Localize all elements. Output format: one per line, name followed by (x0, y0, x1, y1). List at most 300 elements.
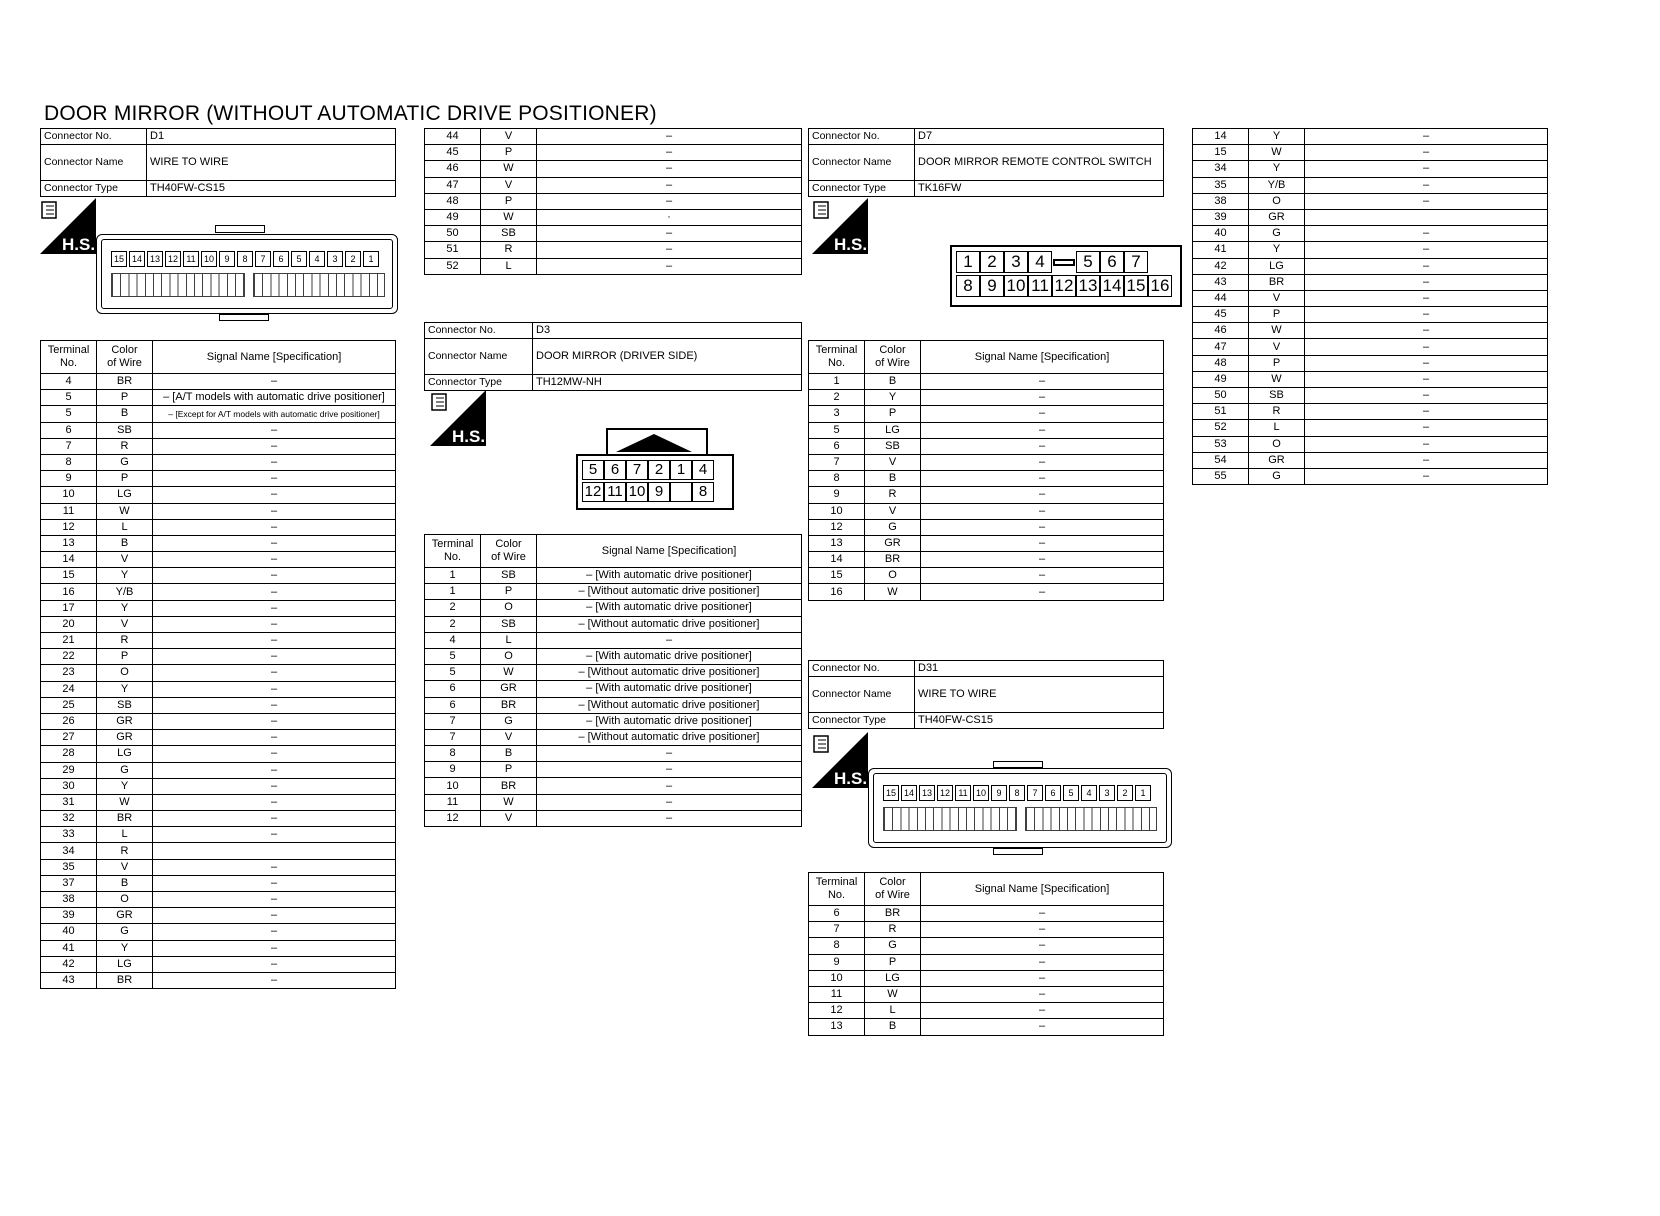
signal-name-cell: – (153, 892, 396, 908)
signal-name-cell: – (153, 487, 396, 503)
connector-name-value: WIRE TO WIRE (147, 145, 396, 181)
table-row (41, 762, 396, 778)
signal-name-cell: – (921, 471, 1164, 487)
table-row (425, 258, 802, 274)
signal-name-cell: – (537, 810, 802, 826)
d31-terminal-table (808, 872, 1164, 1036)
signal-name-cell: – (1305, 388, 1548, 404)
signal-name-cell: – (153, 859, 396, 875)
signal-name-cell: – (537, 177, 802, 193)
connector-pin: 6 (604, 460, 626, 480)
wire-color-cell: BR (1249, 274, 1305, 290)
signal-name-cell: – (153, 778, 396, 794)
connector-pin: 14 (1100, 275, 1124, 297)
connector-no-value: D7 (915, 129, 1164, 145)
wire-color-cell: P (97, 649, 153, 665)
connector-pin: 1 (956, 251, 980, 273)
terminal-no-cell: 9 (425, 762, 481, 778)
signal-name-cell: – (153, 584, 396, 600)
signal-header: Signal Name [Specification] (153, 341, 396, 374)
signal-name-cell: – [With automatic drive positioner] (537, 681, 802, 697)
table-row (41, 843, 396, 859)
signal-name-cell: – (1305, 452, 1548, 468)
wire-color-cell: B (97, 406, 153, 422)
signal-name-cell: – [A/T models with automatic drive positioner] (153, 390, 396, 406)
terminal-no-cell: 5 (425, 648, 481, 664)
terminal-no-cell: 1 (425, 568, 481, 584)
table-row (809, 584, 1164, 600)
wire-color-cell: SB (865, 438, 921, 454)
wire-color-cell: BR (97, 374, 153, 390)
signal-name-cell: – (153, 422, 396, 438)
connector-pin (1052, 251, 1076, 273)
table-row (1193, 226, 1548, 242)
wire-color-cell: B (481, 746, 537, 762)
wire-color-cell: GR (97, 730, 153, 746)
connector-pin: 4 (309, 251, 325, 267)
signal-name-cell: – (1305, 420, 1548, 436)
table-row (41, 940, 396, 956)
connector-pin: 1 (670, 460, 692, 480)
terminal-header: Terminal No. (41, 341, 97, 374)
table-row (41, 892, 396, 908)
table-row (425, 209, 802, 225)
signal-name-cell: – (153, 746, 396, 762)
terminal-no-cell: 8 (41, 454, 97, 470)
signal-name-cell: – (153, 600, 396, 616)
signal-name-cell: – (921, 954, 1164, 970)
table-row (41, 568, 396, 584)
terminal-no-cell: 12 (425, 810, 481, 826)
wire-color-cell: O (1249, 436, 1305, 452)
table-row (1193, 452, 1548, 468)
signal-name-cell: – [Without automatic drive positioner] (537, 729, 802, 745)
connector-name-value: DOOR MIRROR (DRIVER SIDE) (533, 339, 802, 375)
table-row (41, 471, 396, 487)
wire-color-cell: SB (481, 616, 537, 632)
table-row (425, 145, 802, 161)
signal-name-cell: – (1305, 177, 1548, 193)
signal-name-cell: – (921, 454, 1164, 470)
table-row (1193, 193, 1548, 209)
signal-name-cell: – (153, 794, 396, 810)
table-row (41, 746, 396, 762)
table-row (41, 972, 396, 988)
terminal-header: Terminal No. (809, 873, 865, 906)
d3-terminal-table (424, 534, 802, 827)
connector-no-value: D3 (533, 323, 802, 339)
color-header: Color of Wire (481, 535, 537, 568)
connector-pin: 16 (1148, 275, 1172, 297)
wire-color-cell: B (97, 535, 153, 551)
terminal-no-cell: 2 (425, 600, 481, 616)
connector-pin: 12 (1052, 275, 1076, 297)
terminal-no-cell: 15 (1193, 145, 1249, 161)
wire-color-cell: P (481, 145, 537, 161)
table-row (809, 374, 1164, 390)
connector-type-value: TK16FW (915, 181, 1164, 197)
d31-connector-header (808, 660, 1164, 729)
wire-color-cell: O (865, 568, 921, 584)
signal-name-cell: – [With automatic drive positioner] (537, 600, 802, 616)
wire-color-cell: O (97, 665, 153, 681)
terminal-no-cell: 8 (809, 471, 865, 487)
wire-color-cell: V (1249, 339, 1305, 355)
table-row (41, 390, 396, 406)
signal-name-cell: – (153, 535, 396, 551)
signal-name-cell: – (921, 406, 1164, 422)
wire-color-cell: R (481, 242, 537, 258)
table-row (1193, 307, 1548, 323)
connector-pin: 2 (648, 460, 670, 480)
signal-name-cell: – (537, 193, 802, 209)
wire-color-cell: LG (97, 956, 153, 972)
wire-color-cell: Y (97, 600, 153, 616)
wire-color-cell: Y (97, 681, 153, 697)
terminal-no-cell: 8 (809, 938, 865, 954)
table-row (1193, 371, 1548, 387)
table-row (425, 584, 802, 600)
terminal-no-cell: 5 (41, 406, 97, 422)
wire-color-cell: W (481, 665, 537, 681)
table-row (809, 568, 1164, 584)
terminal-no-cell: 16 (41, 584, 97, 600)
terminal-no-cell: 42 (41, 956, 97, 972)
table-row (809, 454, 1164, 470)
d31-connector-face (868, 768, 1172, 848)
wire-color-cell: Y (1249, 242, 1305, 258)
table-row (41, 908, 396, 924)
terminal-no-cell: 47 (1193, 339, 1249, 355)
connector-pin: 4 (1028, 251, 1052, 273)
terminal-no-cell: 45 (425, 145, 481, 161)
signal-name-cell: – (153, 616, 396, 632)
signal-name-cell: – (153, 454, 396, 470)
signal-name-cell: – (1305, 404, 1548, 420)
wire-color-cell: GR (1249, 452, 1305, 468)
signal-name-cell: – (153, 956, 396, 972)
connector-name-label: Connector Name (41, 145, 147, 181)
d1-terminal-table-continued (424, 128, 802, 275)
terminal-no-cell: 3 (809, 406, 865, 422)
terminal-no-cell: 6 (425, 697, 481, 713)
signal-name-cell: – (153, 438, 396, 454)
connector-pin: 2 (1117, 785, 1133, 801)
wire-color-cell: R (97, 633, 153, 649)
table-row (41, 956, 396, 972)
wire-color-cell: SB (1249, 388, 1305, 404)
terminal-no-cell: 13 (809, 535, 865, 551)
terminal-no-cell: 46 (425, 161, 481, 177)
table-row (809, 503, 1164, 519)
connector-pin: 12 (937, 785, 953, 801)
signal-name-cell (1305, 209, 1548, 225)
connector-pin: 9 (980, 275, 1004, 297)
terminal-no-cell: 9 (809, 487, 865, 503)
wire-color-cell: P (865, 406, 921, 422)
signal-name-cell: – (921, 390, 1164, 406)
terminal-no-cell: 38 (41, 892, 97, 908)
connector-pin: 14 (901, 785, 917, 801)
terminal-no-cell: 16 (809, 584, 865, 600)
table-row (425, 632, 802, 648)
signal-name-cell: – (537, 762, 802, 778)
signal-name-cell: – (1305, 290, 1548, 306)
wire-color-cell: B (865, 1019, 921, 1035)
color-header: Color of Wire (865, 873, 921, 906)
signal-name-cell: – (921, 519, 1164, 535)
hs-label: H.S. (834, 769, 868, 788)
signal-name-cell: – (537, 226, 802, 242)
connector-pin: 8 (956, 275, 980, 297)
connector-pin: 9 (219, 251, 235, 267)
wire-color-cell: R (865, 922, 921, 938)
signal-name-cell: – (537, 129, 802, 145)
terminal-no-cell: 1 (425, 584, 481, 600)
table-row (809, 406, 1164, 422)
wire-color-cell: Y (97, 778, 153, 794)
terminal-header: Terminal No. (809, 341, 865, 374)
terminal-no-cell: 17 (41, 600, 97, 616)
connector-pin: 11 (183, 251, 199, 267)
table-row (425, 648, 802, 664)
hs-connector-icon (40, 198, 96, 254)
connector-pin: 4 (1081, 785, 1097, 801)
table-row (41, 827, 396, 843)
signal-name-cell: – (153, 811, 396, 827)
d7-connector-header (808, 128, 1164, 197)
connector-pin: 15 (1124, 275, 1148, 297)
wire-color-cell: P (481, 193, 537, 209)
wire-color-cell: L (1249, 420, 1305, 436)
terminal-no-cell: 42 (1193, 258, 1249, 274)
terminal-no-cell: 2 (425, 616, 481, 632)
signal-name-cell: – (537, 145, 802, 161)
wire-color-cell: O (97, 892, 153, 908)
table-row (41, 859, 396, 875)
connector-pin: 13 (147, 251, 163, 267)
signal-name-cell: – (153, 940, 396, 956)
terminal-no-cell: 31 (41, 794, 97, 810)
terminal-no-cell: 7 (809, 454, 865, 470)
signal-name-cell: – (1305, 436, 1548, 452)
wire-color-cell: V (481, 729, 537, 745)
terminal-no-cell: 13 (41, 535, 97, 551)
wire-color-cell: W (1249, 371, 1305, 387)
wire-color-cell: BR (481, 697, 537, 713)
table-row (1193, 209, 1548, 225)
terminal-no-cell: 35 (1193, 177, 1249, 193)
terminal-no-cell: 26 (41, 713, 97, 729)
wire-color-cell: V (481, 810, 537, 826)
signal-name-cell: – (153, 875, 396, 891)
table-row (41, 535, 396, 551)
terminal-no-cell: 15 (809, 568, 865, 584)
signal-name-cell: – (537, 632, 802, 648)
terminal-no-cell: 43 (1193, 274, 1249, 290)
table-row (41, 794, 396, 810)
wire-color-cell: L (865, 1003, 921, 1019)
connector-pin: 5 (1063, 785, 1079, 801)
wire-color-cell: V (481, 129, 537, 145)
terminal-no-cell: 28 (41, 746, 97, 762)
terminal-no-cell: 6 (809, 906, 865, 922)
wire-color-cell: G (97, 454, 153, 470)
table-row (1193, 129, 1548, 145)
connector-pin: 8 (237, 251, 253, 267)
wire-color-cell: G (865, 519, 921, 535)
table-row (809, 422, 1164, 438)
terminal-no-cell: 30 (41, 778, 97, 794)
table-row (41, 552, 396, 568)
wire-color-cell: G (1249, 468, 1305, 484)
wire-color-cell: O (481, 600, 537, 616)
terminal-no-cell: 55 (1193, 468, 1249, 484)
wire-color-cell: G (1249, 226, 1305, 242)
table-row (41, 584, 396, 600)
signal-name-cell: – [Without automatic drive positioner] (537, 665, 802, 681)
hs-connector-icon (812, 732, 868, 788)
connector-pin: 15 (883, 785, 899, 801)
d7-connector-face (950, 245, 1182, 307)
wire-color-cell: SB (97, 422, 153, 438)
terminal-no-cell: 20 (41, 616, 97, 632)
terminal-no-cell: 9 (41, 471, 97, 487)
table-row (425, 794, 802, 810)
wire-color-cell: BR (865, 906, 921, 922)
signal-name-cell: – (153, 519, 396, 535)
d1-connector-face (96, 234, 398, 314)
connector-pin: 13 (919, 785, 935, 801)
terminal-no-cell: 46 (1193, 323, 1249, 339)
terminal-no-cell: 45 (1193, 307, 1249, 323)
connector-pin: 3 (327, 251, 343, 267)
connector-pin: 7 (626, 460, 648, 480)
connector-no-value: D31 (915, 661, 1164, 677)
terminal-no-cell: 27 (41, 730, 97, 746)
table-row (425, 616, 802, 632)
terminal-no-cell: 11 (425, 794, 481, 810)
terminal-no-cell: 15 (41, 568, 97, 584)
connector-pin (670, 482, 692, 502)
wire-color-cell: P (1249, 307, 1305, 323)
table-row (41, 406, 396, 422)
signal-name-cell: – (921, 487, 1164, 503)
table-row (425, 697, 802, 713)
terminal-no-cell: 41 (41, 940, 97, 956)
connector-name-label: Connector Name (809, 677, 915, 713)
wire-color-cell: W (865, 584, 921, 600)
terminal-no-cell: 51 (425, 242, 481, 258)
table-row (1193, 274, 1548, 290)
wire-color-cell: LG (865, 422, 921, 438)
wire-color-cell: BR (481, 778, 537, 794)
table-row (809, 438, 1164, 454)
terminal-no-cell: 4 (425, 632, 481, 648)
signal-name-cell: – (1305, 274, 1548, 290)
connector-pin: 6 (273, 251, 289, 267)
wire-color-cell: P (481, 584, 537, 600)
signal-name-cell: – (153, 908, 396, 924)
table-row (1193, 404, 1548, 420)
wire-color-cell: GR (97, 908, 153, 924)
table-row (809, 1019, 1164, 1035)
terminal-no-cell: 8 (425, 746, 481, 762)
signal-name-cell: – (921, 568, 1164, 584)
table-row (425, 681, 802, 697)
table-row (1193, 290, 1548, 306)
d1-terminal-table (40, 340, 396, 989)
wire-color-cell: W (1249, 145, 1305, 161)
connector-pin: 13 (1076, 275, 1100, 297)
terminal-no-cell: 12 (809, 1003, 865, 1019)
signal-name-cell: – [Without automatic drive positioner] (537, 584, 802, 600)
table-row (809, 1003, 1164, 1019)
table-row (41, 924, 396, 940)
connector-name-label: Connector Name (809, 145, 915, 181)
terminal-no-cell: 44 (425, 129, 481, 145)
terminal-no-cell: 1 (809, 374, 865, 390)
signal-name-cell: – (153, 568, 396, 584)
wire-color-cell: GR (97, 713, 153, 729)
connector-pin: 2 (980, 251, 1004, 273)
wire-color-cell: O (481, 648, 537, 664)
table-row (425, 746, 802, 762)
table-row (425, 242, 802, 258)
connector-type-label: Connector Type (809, 181, 915, 197)
table-row (809, 938, 1164, 954)
table-row (41, 730, 396, 746)
signal-name-cell: – [With automatic drive positioner] (537, 648, 802, 664)
table-row (809, 390, 1164, 406)
hs-connector-icon (812, 198, 868, 254)
signal-name-cell: – (921, 1019, 1164, 1035)
wire-color-cell: LG (97, 746, 153, 762)
terminal-no-cell: 9 (809, 954, 865, 970)
table-row (809, 954, 1164, 970)
wire-color-cell: L (481, 258, 537, 274)
table-row (41, 811, 396, 827)
wire-color-cell: R (97, 438, 153, 454)
signal-name-cell: – (153, 649, 396, 665)
signal-name-cell: – (537, 258, 802, 274)
table-row (809, 487, 1164, 503)
terminal-no-cell: 5 (809, 422, 865, 438)
terminal-no-cell: 10 (809, 503, 865, 519)
signal-name-cell: – (921, 922, 1164, 938)
terminal-no-cell: 12 (41, 519, 97, 535)
terminal-no-cell: 5 (425, 665, 481, 681)
wire-color-cell: V (97, 859, 153, 875)
table-row (1193, 258, 1548, 274)
signal-name-cell: – (1305, 258, 1548, 274)
wire-color-cell: B (865, 374, 921, 390)
connector-pin: 1 (1135, 785, 1151, 801)
terminal-no-cell: 52 (425, 258, 481, 274)
connector-no-label: Connector No. (809, 129, 915, 145)
table-row (425, 568, 802, 584)
signal-name-cell: – (153, 697, 396, 713)
table-row (41, 519, 396, 535)
terminal-no-cell: 14 (41, 552, 97, 568)
table-row (425, 778, 802, 794)
table-row (809, 552, 1164, 568)
connector-type-label: Connector Type (41, 181, 147, 197)
wire-color-cell: V (865, 503, 921, 519)
terminal-no-cell: 25 (41, 697, 97, 713)
wire-color-cell: B (97, 875, 153, 891)
connector-pin: 2 (345, 251, 361, 267)
